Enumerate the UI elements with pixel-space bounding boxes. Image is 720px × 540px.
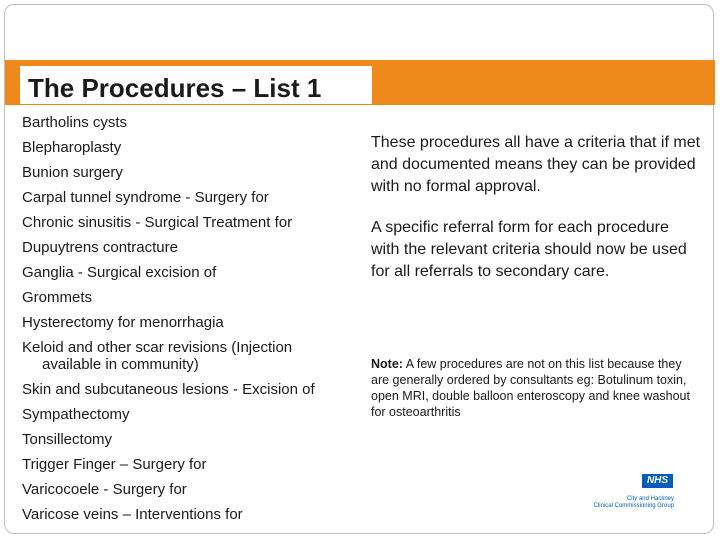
list-item: Hysterectomy for menorrhagia: [22, 314, 224, 331]
ccg-name: City and Hackney Clinical Commissioning Group: [593, 496, 674, 509]
list-item: Varicocoele - Surgery for: [22, 481, 187, 498]
list-item: Ganglia - Surgical excision of: [22, 264, 217, 281]
slide-title: The Procedures – List 1: [28, 73, 322, 103]
right-column: [371, 132, 701, 302]
nhs-logo: [578, 474, 678, 518]
list-item: Sympathectomy: [22, 406, 130, 423]
list-item: Skin and subcutaneous lesions - Excision of: [22, 381, 315, 398]
list-item: Bartholins cysts: [22, 114, 128, 131]
list-item: Blepharoplasty: [22, 139, 122, 156]
note-text: [371, 356, 701, 420]
nhs-badge: NHS: [642, 474, 673, 488]
approval-paragraph: These procedures all have a criteria that if met and documented means they can be provided with no formal approval.: [371, 134, 701, 195]
list-item: Carpal tunnel syndrome - Surgery for: [22, 189, 269, 206]
list-item: Keloid and other scar revisions (Injection available in community): [22, 339, 342, 373]
list-item: Bunion surgery: [22, 164, 123, 181]
procedure-list: [22, 114, 342, 531]
list-item: Tonsillectomy: [22, 431, 113, 448]
list-item: Dupuytrens contracture: [22, 239, 178, 256]
list-item-continuation: available in community): [42, 356, 199, 373]
list-item: Varicose veins – Interventions for: [22, 506, 243, 523]
list-item: Chronic sinusitis - Surgical Treatment for: [22, 214, 293, 231]
note-body: A few procedures are not on this list because they are generally ordered by consultants eg: Botulinum toxin, open MRI, double balloon enteroscopy and knee washout for osteoarthritis: [371, 357, 690, 419]
note-label: Note:: [371, 357, 403, 371]
list-item: Trigger Finger – Surgery for: [22, 456, 207, 473]
list-item: Grommets: [22, 289, 93, 306]
referral-paragraph: A specific referral form for each procedure with the relevant criteria should now be used for all referrals to secondary care.: [371, 219, 687, 280]
